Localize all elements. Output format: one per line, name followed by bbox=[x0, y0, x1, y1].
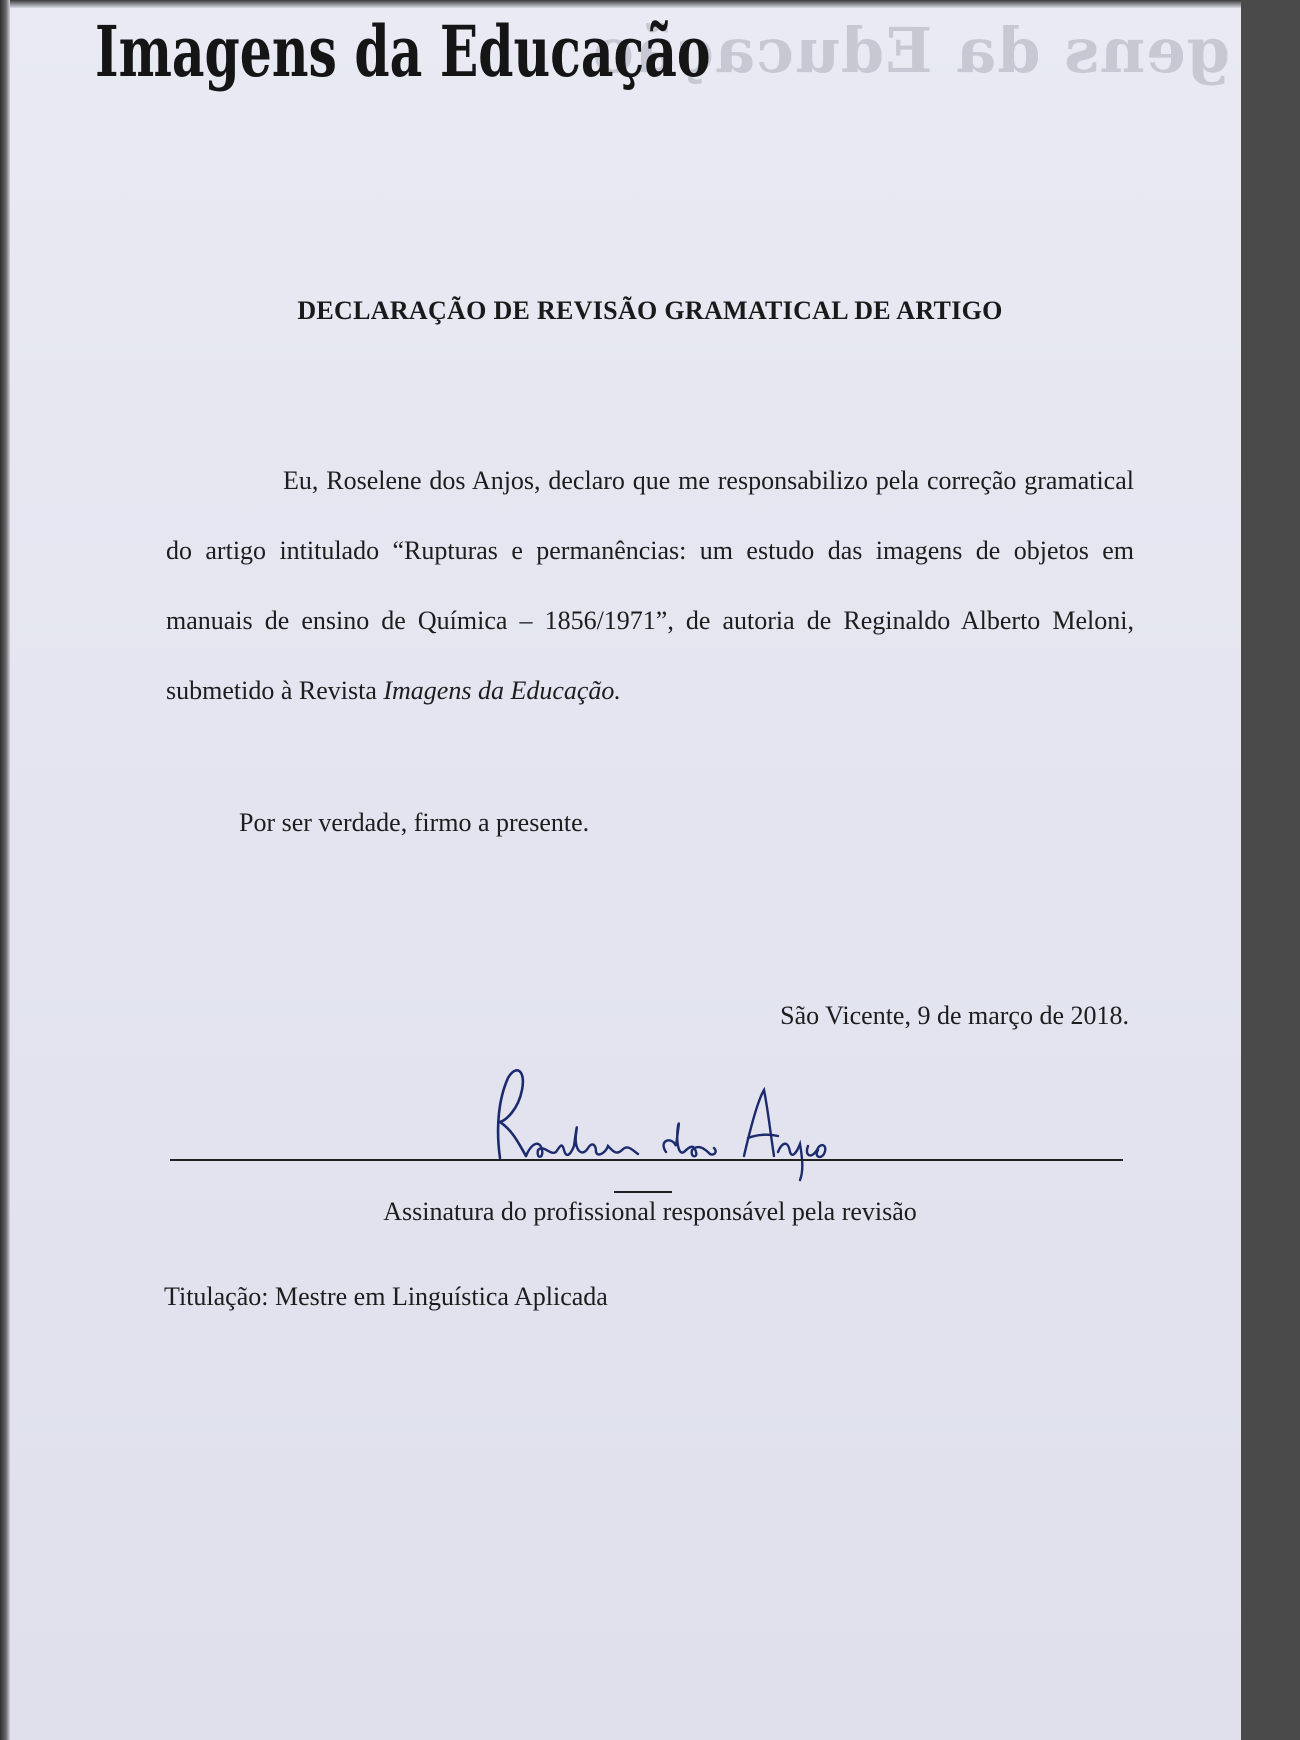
place-and-date: São Vicente, 9 de março de 2018. bbox=[780, 1001, 1129, 1030]
signature-line bbox=[170, 1159, 1123, 1161]
page-top-edge bbox=[0, 0, 1241, 8]
signature-mark bbox=[614, 1191, 672, 1193]
page-left-edge bbox=[0, 0, 10, 1740]
document-title: DECLARAÇÃO DE REVISÃO GRAMATICAL DE ARTIGO bbox=[297, 296, 1003, 325]
journal-logo: Imagens da Educação bbox=[95, 10, 711, 93]
handwritten-signature bbox=[478, 1060, 858, 1180]
declaration-text: Eu, Roselene dos Anjos, declaro que me responsabilizo pela correção gramatical do artigo intitulado “Rupturas e permanências: um estudo das imagens de objetos em manuais de ensino de Química – 1856/1971”, de autoria de Reginaldo Alberto Meloni, submetido à Revista bbox=[166, 466, 1134, 705]
closing-statement: Por ser verdade, firmo a presente. bbox=[239, 808, 590, 837]
signature-caption: Assinatura do profissional responsável pela revisão bbox=[383, 1197, 917, 1226]
signature-stroke-dos bbox=[664, 1123, 716, 1156]
signature-stroke-r bbox=[498, 1070, 526, 1158]
signature-name-label: Roselene dos Anjos bbox=[668, 1178, 676, 1179]
journal-name: Imagens da Educação. bbox=[383, 676, 621, 705]
bleed-through-logo: gens da Educação bbox=[591, 14, 1230, 87]
reviewer-qualification: Titulação: Mestre em Linguística Aplicada bbox=[164, 1282, 608, 1311]
signature-stroke-anjos bbox=[744, 1090, 825, 1180]
declaration-paragraph bbox=[166, 446, 1134, 726]
signature-stroke-oselene bbox=[526, 1127, 638, 1156]
